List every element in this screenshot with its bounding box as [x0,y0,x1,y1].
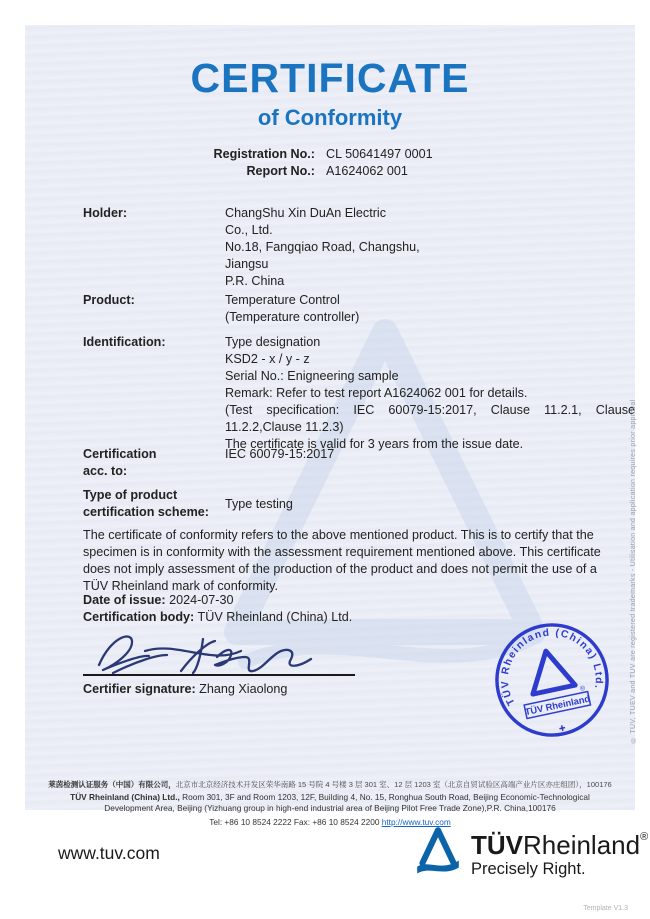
registration-block [25,146,635,179]
conformity-statement: The certificate of conformity refers to the above mentioned product. This is to certify that the specimen is in conformity with the assessment requirement mentioned above. This certificate does not imply assessment of the production of the product and does not permit the use of a TÜV Rheinland mark of conformity. [83,528,601,593]
brand-registered-mark: ® [640,831,649,843]
stamp-triangle-icon [525,647,575,694]
product-line: (Temperature controller) [225,310,360,324]
date-of-issue-value: 2024-07-30 [169,593,234,607]
brand-name-rheinland: Rheinland [523,830,641,860]
scheme-label [83,487,225,521]
template-version-note: Template V1.3 [583,905,628,912]
product-value [225,292,635,326]
footer-english-address: Room 301, 3F and Room 1203, 12F, Building 4, No. 15, Ronghua South Road, Beijing Economic-Technological Development Area, Beijing (Yizhuang group in high-end industrial area of Beijing Pilot Free Trade Zone),P.R. China,100176 [104,792,590,813]
stamp-center-text: TÜV Rheinland [523,693,591,718]
stamp-bottom-ornament: ✚ [558,723,567,734]
product-row [83,292,635,326]
stamp-registered-mark: ® [579,685,586,693]
identification-row [83,334,635,453]
report-number-value: A1624062 001 [326,163,408,178]
certifier-signature-row [83,682,287,696]
certification-acc-value: IEC 60079-15:2017 [225,447,335,461]
website-text: www.tuv.com [58,843,160,863]
holder-line: P.R. China [225,274,285,288]
certificate-subtitle: of Conformity [257,105,403,130]
tuv-logo-triangle-icon [412,823,464,879]
footer-tel-fax: Tel: +86 10 8524 2222 Fax: +86 10 8524 2200 [209,817,380,827]
certificate-title: CERTIFICATE [190,55,470,101]
identification-line: KSD2 - x / y - z [225,352,310,366]
registration-number-label: Registration No.: [213,147,315,161]
brand-tagline: Precisely Right. [471,860,586,878]
footer-english-line [45,792,615,814]
identification-line: Remark: Refer to test report A1624062 001 for details. [225,386,528,400]
certifier-signature-label: Certifier signature: [83,682,196,696]
holder-line: Jiangsu [225,257,269,271]
scheme-label-line: certification scheme: [83,505,209,519]
signature-image [85,621,325,677]
registration-number-value: CL 50641497 0001 [326,147,433,161]
tuv-website-link[interactable]: http://www.tuv.com [381,817,451,827]
holder-line: Co., Ltd. [225,223,273,237]
certifier-name: Zhang Xiaolong [199,682,288,696]
certification-body-value: TÜV Rheinland (China) Ltd. [197,610,353,624]
identification-line: Serial No.: Enigneering sample [225,369,399,383]
scheme-row [83,487,635,521]
identification-label: Identification: [83,335,166,349]
report-number-label: Report No.: [246,163,315,178]
scheme-label-line: Type of product [83,488,178,502]
trademark-side-note: ® TÜV, TUEV and TUV are registered trademarks - Utilisation and application requires prior approval [630,399,637,743]
tuv-rheinland-logo [412,823,648,879]
holder-label: Holder: [83,206,128,220]
holder-row [83,205,635,290]
footer-chinese-address: 北京市北京经济技术开发区荣华南路 15 号院 4 号楼 3 层 301 室、12 层 1203 室（北京自贸试验区高端产业片区亦庄组团），100176 [175,780,612,789]
footer-chinese-company: 莱茵检测认证服务（中国）有限公司， [48,780,176,789]
certification-acc-row [83,446,635,480]
tuv-round-stamp [482,610,622,750]
footer-address-block [45,780,615,827]
certification-body-label: Certification body: [83,610,195,624]
holder-value [225,205,635,290]
brand-text [471,823,648,879]
identification-line: Type designation [225,335,321,349]
brand-name-tuv: TÜV [471,830,523,860]
registration-number-row [25,146,635,163]
product-line: Temperature Control [225,293,340,307]
certification-acc-label-line: Certification [83,447,157,461]
identification-test-spec: (Test specification: IEC 60079-15:2017, Clause 11.2.1, Clause 11.2.2,Clause 11.2.3) [225,403,635,434]
identification-value [225,334,635,453]
date-of-issue-label: Date of issue: [83,593,166,607]
footer-chinese-line [45,780,615,790]
identification-validity: The certificate is valid for 3 years from the issue date. [225,437,524,451]
footer-english-company: TÜV Rheinland (China) Ltd., [70,792,180,802]
product-label: Product: [83,293,135,307]
signature-line [83,674,355,676]
scheme-value: Type testing [225,496,293,511]
certification-acc-label-line: acc. to: [83,464,128,478]
brand-name [471,823,648,859]
holder-line: No.18, Fangqiao Road, Changshu, [225,240,420,254]
certification-acc-label [83,446,225,480]
stamp-ring-text: TÜV Rheinland (China) Ltd. [499,627,604,707]
certificate-body [25,25,635,827]
holder-line: ChangShu Xin DuAn Electric [225,206,387,220]
date-of-issue-row [83,592,352,609]
report-number-row [25,163,635,180]
